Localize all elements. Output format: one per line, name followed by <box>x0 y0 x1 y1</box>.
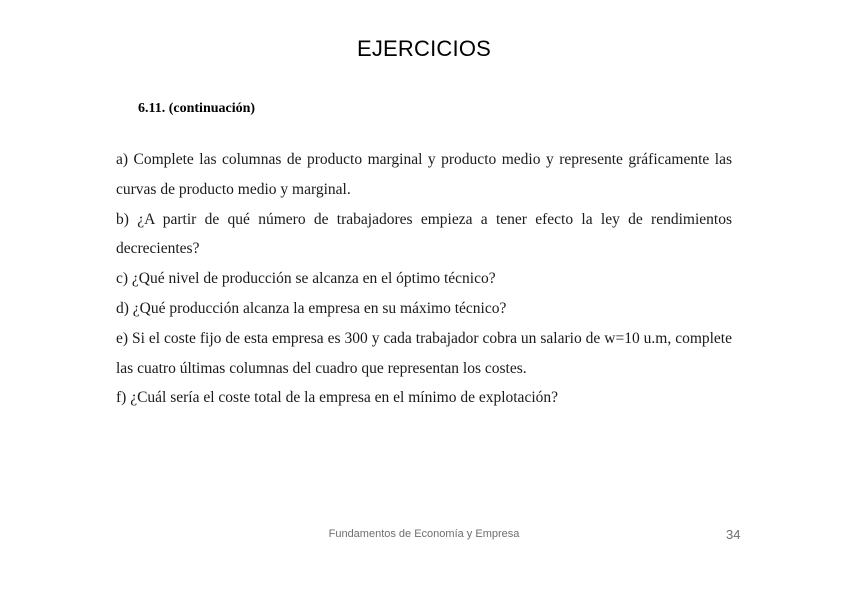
question-d: d) ¿Qué producción alcanza la empresa en su máximo técnico? <box>116 299 507 317</box>
exercise-heading: 6.11. (continuación) <box>138 101 256 116</box>
question-c: c) ¿Qué nivel de producción se alcanza en el óptimo técnico? <box>116 270 496 288</box>
footer-course-name: Fundamentos de Economía y Empresa <box>328 528 520 540</box>
slide-title: EJERCICIOS <box>356 36 492 61</box>
exercise-questions <box>116 145 732 413</box>
question-b: b) ¿A partir de qué número de trabajadores empieza a tener efecto la ley de rendimientos decrecientes? <box>116 210 732 258</box>
question-f: f) ¿Cuál sería el coste total de la empresa en el mínimo de explotación? <box>116 389 559 407</box>
question-a: a) Complete las columnas de producto marginal y producto medio y represente gráficamente las curvas de producto medio y marginal. <box>116 151 732 198</box>
question-e: e) Si el coste fijo de esta empresa es 300 y cada trabajador cobra un salario de w=10 u.m, complete las cuatro últimas columnas del cuadro que representan los costes. <box>116 329 732 377</box>
page-number: 34 <box>726 527 741 542</box>
